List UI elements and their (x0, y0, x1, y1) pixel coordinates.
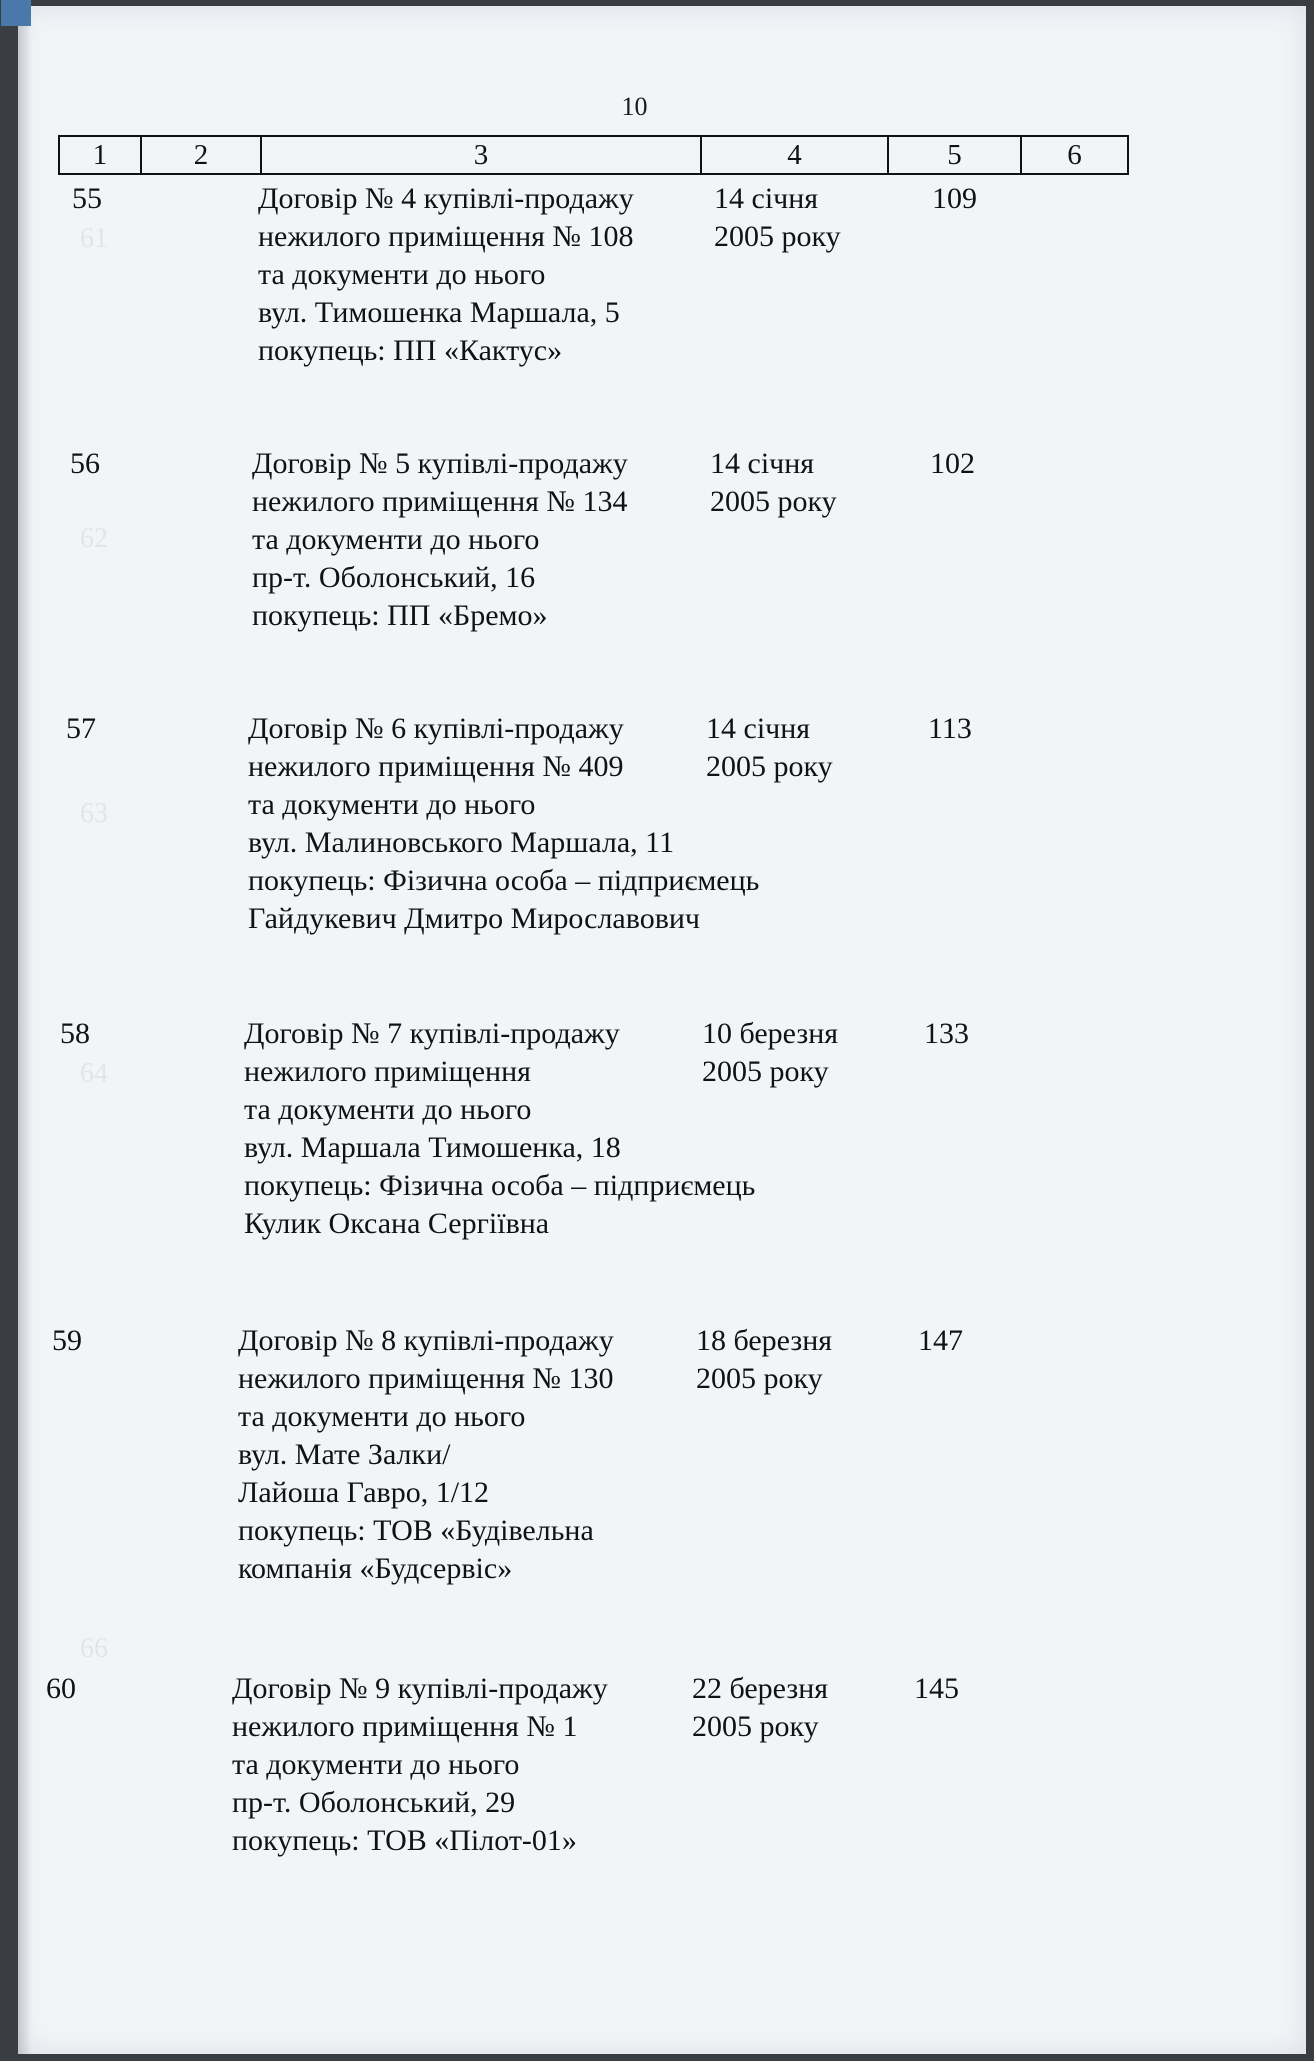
description-line: Договір № 7 купівлі-продажу (244, 1017, 620, 1050)
description-line: нежилого приміщення № 409 (248, 750, 624, 783)
bookmark-ribbon (1, 0, 31, 26)
date-line: 14 січня (706, 712, 811, 745)
description-line: та документи до нього (258, 258, 546, 291)
entry-number: 58 (60, 1017, 90, 1050)
description-line: та документи до нього (238, 1400, 526, 1433)
entry-date (710, 445, 837, 521)
column-header: 1 (59, 136, 141, 174)
date-line: 14 січня (714, 182, 819, 215)
date-line: 22 березня (692, 1672, 829, 1705)
entry-number: 59 (52, 1324, 82, 1357)
description-line: Договір № 8 купівлі-продажу (238, 1324, 614, 1357)
entry-page-ref: 109 (932, 182, 977, 215)
page-number: 10 (621, 92, 648, 121)
entry-number: 56 (70, 447, 100, 480)
date-line: 10 березня (702, 1017, 839, 1050)
description-line: нежилого приміщення № 134 (252, 485, 628, 518)
date-line: 14 січня (710, 447, 815, 480)
description-line: та документи до нього (252, 523, 540, 556)
description-line: вул. Тимошенка Маршала, 5 (258, 296, 620, 329)
column-header: 4 (701, 136, 888, 174)
column-header-table (58, 135, 1129, 175)
entry-description (248, 710, 759, 938)
date-line: 18 березня (696, 1324, 833, 1357)
entry-date (706, 710, 833, 786)
description-line: вул. Малиновського Маршала, 11 (248, 826, 675, 859)
column-header: 2 (141, 136, 261, 174)
bleed-through: 63 (80, 798, 108, 829)
entry-description (258, 180, 634, 370)
entry-date (702, 1015, 838, 1091)
entry-number: 60 (46, 1672, 76, 1705)
entry-date (692, 1670, 828, 1746)
binding-shadow (18, 6, 32, 2054)
column-header: 3 (261, 136, 701, 174)
description-line: Кулик Оксана Сергіївна (244, 1207, 550, 1240)
description-line: та документи до нього (244, 1093, 532, 1126)
description-line: нежилого приміщення № 108 (258, 220, 634, 253)
entry-description (238, 1322, 614, 1588)
date-line: 2005 року (714, 220, 841, 253)
description-line: Договір № 4 купівлі-продажу (258, 182, 634, 215)
column-header: 6 (1021, 136, 1128, 174)
entry-page-ref: 145 (914, 1672, 959, 1705)
entry-description (244, 1015, 755, 1243)
description-line: та документи до нього (248, 788, 536, 821)
entry-page-ref: 147 (918, 1324, 963, 1357)
description-line: нежилого приміщення (244, 1055, 531, 1088)
description-line: нежилого приміщення № 1 (232, 1710, 578, 1743)
entry-description (232, 1670, 608, 1860)
description-line: покупець: ПП «Кактус» (258, 334, 563, 367)
description-line: покупець: ТОВ «Будівельна (238, 1514, 594, 1547)
date-line: 2005 року (696, 1362, 823, 1395)
description-line: Лайоша Гавро, 1/12 (238, 1476, 490, 1509)
bleed-through: 64 (80, 1058, 108, 1089)
description-line: та документи до нього (232, 1748, 520, 1781)
description-line: Гайдукевич Дмитро Мирославович (248, 902, 701, 935)
description-line: пр-т. Оболонський, 16 (252, 561, 536, 594)
description-line: покупець: ТОВ «Пілот-01» (232, 1824, 577, 1857)
description-line: вул. Маршала Тимошенка, 18 (244, 1131, 621, 1164)
entry-description (252, 445, 628, 635)
bleed-through: 61 (80, 223, 108, 254)
description-line: Договір № 6 купівлі-продажу (248, 712, 624, 745)
entry-date (714, 180, 841, 256)
entry-page-ref: 113 (928, 712, 972, 745)
entry-number: 55 (72, 182, 102, 215)
date-line: 2005 року (706, 750, 833, 783)
description-line: покупець: Фізична особа – підприємець (248, 864, 760, 897)
description-line: пр-т. Оболонський, 29 (232, 1786, 516, 1819)
description-line: вул. Мате Залки/ (238, 1438, 451, 1471)
date-line: 2005 року (692, 1710, 819, 1743)
column-header: 5 (888, 136, 1021, 174)
description-line: компанія «Будсервіс» (238, 1552, 513, 1585)
bleed-through: 62 (80, 523, 108, 554)
description-line: нежилого приміщення № 130 (238, 1362, 614, 1395)
entry-page-ref: 102 (930, 447, 975, 480)
description-line: покупець: Фізична особа – підприємець (244, 1169, 756, 1202)
description-line: Договір № 5 купівлі-продажу (252, 447, 628, 480)
date-line: 2005 року (710, 485, 837, 518)
description-line: покупець: ПП «Бремо» (252, 599, 548, 632)
entry-page-ref: 133 (924, 1017, 969, 1050)
bleed-through: 66 (80, 1633, 108, 1664)
date-line: 2005 року (702, 1055, 829, 1088)
entry-number: 57 (66, 712, 96, 745)
description-line: Договір № 9 купівлі-продажу (232, 1672, 608, 1705)
entry-date (696, 1322, 832, 1398)
